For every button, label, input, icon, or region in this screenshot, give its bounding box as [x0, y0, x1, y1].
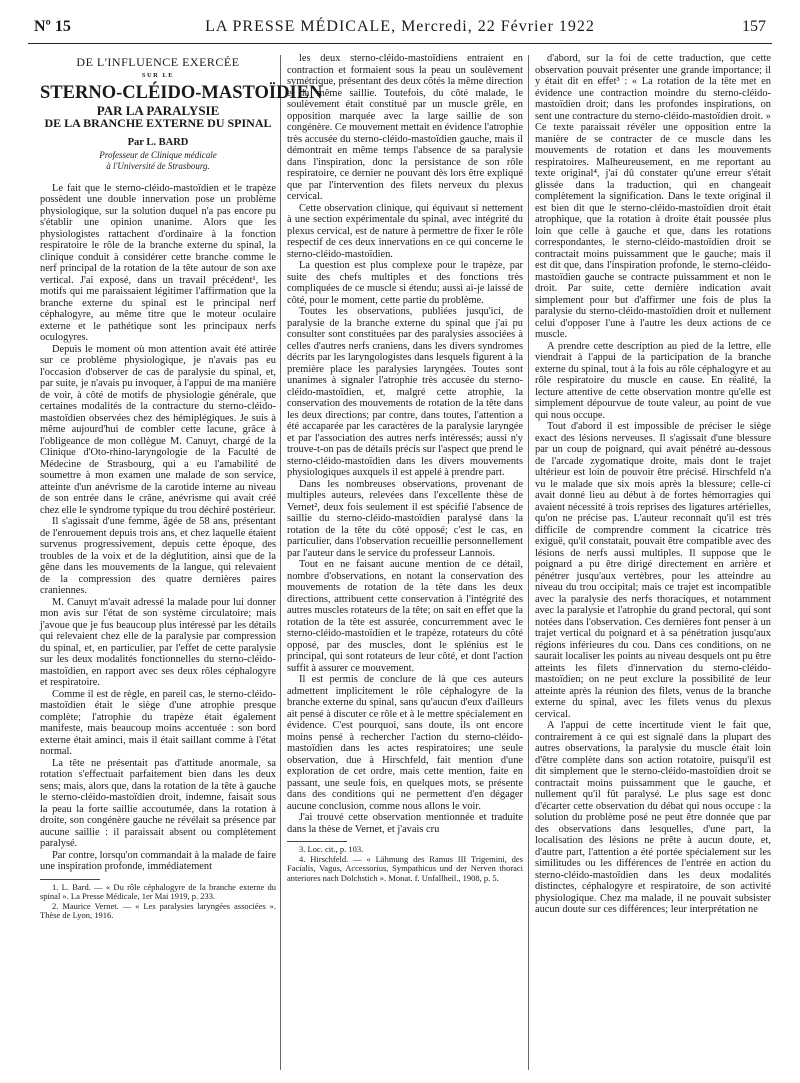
- paragraph: Il s'agissait d'une femme, âgée de 58 ans, présentant de l'enrouement depuis trois ans, et chez laquelle étaient survenus progressivement, depuis cette époque, des troubles de la voix et de la déglutition, ainsi que de la gêne dans les mouvements de la langue, qui relevaient de la compression des quatre dernières paires craniennes.: [40, 516, 276, 596]
- paragraph: Depuis le moment où mon attention avait été attirée sur ce problème physiologique, je n'avais pas eu l'occasion d'observer de cas de paralysie du spinal, et, par suite, je n'avais pu invoquer, à l'appui de ma manière de voir, à côté de motifs de physiologie générale, que certaines modalités de la contracture du sterno-cléido-mastoïdien observées chez des hémiplégiques. Je suis à même aujourd'hui de combler cette lacune, grâce à l'obligeance de mon collègue M. Canuyt, chargé de la Clinique d'Oto-rhino-laryngologie de la Faculté de Médecine de Strasbourg, qui a eu l'amabilité de soumettre à mon examen une malade de son service, atteinte d'un anévrisme de la carotide interne au niveau de son entrée dans le crâne, anévrisme qui avait créé chez elle le syndrome typique du trou déchiré postérieur.: [40, 343, 276, 516]
- paragraph: Toutes les observations, publiées jusqu'ici, de paralysie de la branche externe du spinal que j'ai pu consulter sont constituées par des paralysies associées à celles d'autres nerfs craniens, dans les divers syndromes décrits par les laryngologistes dans lesquels figurent à la première place les paralysies laryngées. Toutes sont unanimes à signaler l'atrophie très accusée du sterno-cléido-mastoïdien, et, malgré cette atrophie, la conservation des mouvements de rotation de la tête dans les deux directions; par contre, dans toutes, l'attention a été accaparée par les caractères de la paralysie laryngée et par l'association des autres nerfs intéressés; aussi n'y trouve-t-on pas de détails précis sur l'aspect que prend le sterno-cléido-mastoïdien dans les divers mouvements physiologiques auxquels il est appelé à prendre part.: [287, 306, 523, 478]
- column-1: [40, 53, 323, 1083]
- footnote: 1. L. Bard. — « Du rôle céphalogyre de la branche externe du spinal ». La Presse Médicale, 1er Mai 1919, p. 233.: [40, 881, 276, 901]
- article-kicker: DE L'INFLUENCE EXERCÉE: [76, 55, 240, 69]
- article-author: Par L. BARD: [127, 137, 189, 148]
- page-header: [28, 14, 772, 40]
- paragraph: d'abord, sur la foi de cette traduction, que cette observation pouvait présenter une grande importance; il y était dit en effet³ : « La rotation de la tête met en évidence une contraction moindre du sterno-cléido-mastoïdien droit; dans les profondes inspirations, on sent une contracture du sterno-cléido-mastoïdien droit. » Ce texte paraissait révéler une opposition entre la manière de se contracter de ce muscle dans les mouvements de rotation et dans les mouvements respiratoires. Malheureusement, en me reportant au texte original⁴, j'ai dû constater qu'une erreur s'était glissée dans la traduction, qui en changeait complètement la signification. Dans le texte original il est bien dit que le sterno-cléido-mastoïdien droit était atrophique, que la rotation à droite était poussée plus loin que celle à gauche et que, dans les rotations correspondantes, le sterno-cléido-mastoïdien droit se contractait moins puissamment que le gauche; mais il est dit que, dans l'inspiration profonde, le sterno-cléido-mastoïdien gauche se contracte puissamment et non le droit. Par suite, cette dernière indication avait simplement pour but d'affirmer une fois de plus la paralysie du sterno-cléido-mastoïdien droit et nullement celui d'opposer l'une à l'autre les deux actions de ce muscle.: [535, 53, 771, 340]
- footnote-rule: [40, 879, 100, 880]
- author-affiliation-1: Professeur de Clinique médicale: [99, 149, 217, 160]
- page-number: 157: [742, 18, 766, 35]
- journal-title: LA PRESSE MÉDICALE, Mercredi, 22 Février 1922: [205, 18, 595, 35]
- footnote: 4. Hirschfeld. — « Lähmung des Ramus III Trigemini, des Facialis, Vagus, Accessorius, Sympathicus und der Nerven thoraci anteriores nach Dolchstich ». Monat. f. Unfallheil., 1908, p. 5.: [287, 853, 523, 883]
- column-3-body: [535, 53, 771, 916]
- column-2: [287, 53, 523, 1083]
- column-1-footnotes: [40, 883, 276, 921]
- issue-number: Nº 15: [34, 18, 71, 35]
- article-title-block: [40, 55, 323, 171]
- footnote-rule: [287, 841, 347, 842]
- footnote: 3. Loc. cit., p. 103.: [299, 844, 364, 854]
- column-3: [535, 53, 771, 1083]
- paragraph: Tout en ne faisant aucune mention de ce détail, nombre d'observations, en notant la conservation des mouvements de rotation de la tête dans les deux directions, attribuent cette conservation à l'intégrité des autres muscles rotateurs de la tête; on sait en effet que la rotation de la tête est assurée, concurremment avec le sterno-cléido-mastoïdien et le trapèze, rotateurs du côté opposé, par des muscles, dont le splénius est le principal, qui sont rotateurs de leur côté, et dont l'action suffit à assurer ce mouvement.: [287, 559, 523, 674]
- paragraph: Tout d'abord il est impossible de préciser le siège exact des lésions nerveuses. Il s'agissait d'une blessure par un coup de poignard, qui avait pénétré au-dessous de l'arcade zygomatique droite, mais dont le trajet ultérieur est loin de pouvoir être précisé. Hirschfeld n'a vu le malade que six mois après la blessure; celle-ci avait donné lieu au début à de fortes hémorragies qui avaient nécessité à trois reprises des ligatures artérielles, qu'on ne précise pas. L'auteur reconnaît qu'il est très difficile de comprendre comment la cicatrice très exiguë, qu'il constatait, pouvait être compatible avec des lésions de nerfs aussi multiples. Il suppose que le poignard a pu être dirigé directement en arrière et pénétrer jusqu'aux vertèbres, pour les atteindre au niveau du trou occipital; mais ce trajet est incompatible avec la paralysie des nerfs thoraciques, et notamment avec la paralysie et l'atrophie du grand pectoral, qui sont notées dans l'observation. Ces dernières font penser à un trajet vertical du poignard et à sa pénétration jusqu'aux régions inférieures du cou. Dans ces conditions, on ne saurait localiser les points au niveau desquels ont pu être atteints les filets d'innervation du sterno-cléido-mastoïdien; on ne peut exclure la possibilité de leur atteinte après la réunion des filets, venus de la branche externe du spinal, avec les filets venus du plexus cervical.: [535, 421, 771, 720]
- column-2-body: [287, 53, 523, 835]
- paragraph: Cette observation clinique, qui équivaut si nettement à une section expérimentale du spinal, avec intégrité du plexus cervical, est de nature à permettre de fixer le rôle respectif de ces deux innervations en ce qui concerne le sterno-cléido-mastoïdien.: [287, 202, 523, 260]
- paragraph: Comme il est de règle, en pareil cas, le sterno-cléido-mastoïdien était le siège d'une atrophie presque complète; l'atrophie du trapèze était également manifeste, mais beaucoup moins accentuée : son bord externe était aminci, mais il était saillant comme à l'état normal.: [40, 688, 276, 757]
- author-affiliation-2: à l'Université de Strasbourg.: [106, 160, 210, 171]
- article-sur-le: SUR LE: [141, 71, 175, 79]
- paragraph: Il est permis de conclure de là que ces auteurs admettent implicitement le rôle céphalogyre de la branche externe du spinal, sans qu'aucun d'eux d'ailleurs ait pensé à discuter ce rôle et à le mettre spécialement en évidence. C'est pourquoi, sans doute, ils ont encore moins pensé à rechercher l'action du sterno-cléido-mastoïdien dans les actes respiratoires; une seule observation, due à Hirschfeld, fait mention d'une exploration de cet ordre, mais cette mention, faite en passant, une seule fois, en quelques mots, se présente dans des conditions qui ne permettent d'en dégager aucune conclusion, comme nous allons le voir.: [287, 674, 523, 812]
- column-divider: [528, 55, 529, 1070]
- article-subtitle-2: DE LA BRANCHE EXTERNE DU SPINAL: [44, 115, 272, 130]
- header-rule: [28, 43, 772, 44]
- column-2-footnotes: [287, 845, 523, 883]
- article-main-title: STERNO-CLÉIDO-MASTOÏDIEN: [40, 83, 323, 103]
- footnote: 2. Maurice Vernet. — « Les paralysies laryngées associées ». Thèse de Lyon, 1916.: [40, 900, 276, 920]
- paragraph: les deux sterno-cléido-mastoïdiens entraient en contraction et formaient sous la peau un soulèvement symétrique, présentant des deux côtés la même direction et la même saillie. Toutefois, du côté malade, le soulèvement était constitué par un muscle grêle, en opposition marquée avec la large saillie de son congénère. Ce mouvement mettait en évidence l'atrophie très accusée du sterno-cléido-mastoïdien gauche, mais il démontrait en même temps l'absence de sa paralysie dans l'inspiration, donc la persistance de son rôle respiratoire, ce dernier ne pouvant dès lors être expliqué que par l'intervention des filets nerveux du plexus cervical.: [287, 53, 523, 202]
- column-1-body: [40, 183, 276, 873]
- paragraph: A prendre cette description au pied de la lettre, elle viendrait à l'appui de la participation de la branche externe du spinal, tout à la fois au rôle céphalogyre et au rôle respiratoire du muscle en cause. En réalité, la lecture attentive de cette observation montre qu'elle est simplement dépourvue de toute valeur, au point de vue qui nous occupe.: [535, 340, 771, 421]
- paragraph: J'ai trouvé cette observation mentionnée et traduite dans la thèse de Vernet, et j'avais cru: [287, 812, 523, 835]
- paragraph: La question est plus complexe pour le trapèze, par suite des chefs multiples et des fonctions très compliquées de ce muscle si étendu; aussi ai-je laissé de côté, pour le moment, cette partie du problème.: [287, 260, 523, 306]
- article-subtitle-1: PAR LA PARALYSIE: [96, 103, 220, 118]
- paragraph: La tête ne présentait pas d'attitude anormale, sa rotation s'effectuait parfaitement bien dans les deux sens; mais, alors que, dans la rotation de la tête à gauche le sterno-cléido-mastoïdien droit, indemne, faisait sous la peau la forte saillie accoutumée, dans la rotation à droite, son congénère gauche ne révélait sa présence par aucune saillie : il paraissait absent ou complètement paralysé.: [40, 757, 276, 849]
- paragraph: Dans les nombreuses observations, provenant de multiples auteurs, relevées dans l'excellente thèse de Vernet², deux fois seulement il est spécifié l'absence de saillie du sterno-cléido-mastoïdien paralysé dans la rotation de la tête du côté opposé; c'est le cas, en particulier, dans l'observation recueillie personnellement par l'auteur dans le service du professeur Lannois.: [287, 478, 523, 559]
- column-divider: [280, 55, 281, 1070]
- paragraph: Le fait que le sterno-cléido-mastoïdien et le trapèze possèdent une double innervation pose un problème physiologique, sur la solution duquel n'a pas encore pu s'établir une opinion unanime. Alors que les physiologistes rattachent d'ordinaire à la fonction respiratoire le rôle de la branche externe du spinal, la clinique conduit à considérer cette branche comme le nerf principal de la rotation de la tête autour de son axe vertical. J'ai exposé, dans un travail précédent¹, les motifs qui me paraissaient légitimer l'affirmation que la branche externe du spinal est le principal nerf céphalogyre, au même titre que le moteur oculaire externe et le pathétique sont les principaux nerfs oculogyres.: [40, 182, 276, 343]
- paragraph: A l'appui de cette incertitude vient le fait que, contrairement à ce qui est signalé dans la plupart des autres observations, la paralysie du muscle était loin d'être complète dans son action rotatoire, puisqu'il est dit simplement que le sterno-cléido-mastoïdien droit se contractait moins puissamment que le gauche, et nullement qu'il fût paralysé. Le plus sage est donc d'écarter cette observation du débat qui nous occupe : la solution du problème posé ne peut être donnée que par des observations dans lesquelles, d'une part, la localisation des lésions ne prête à aucun doute, et, d'autre part, l'attention a été portée spécialement sur les similitudes ou les différences de l'entrée en action du sterno-cléido-mastoïdien dans les deux modalités distinctes, céphalogyre et respiratoire, de son activité physiologique. Chez ma malade, il ne pouvait subsister aucun doute sur ces différences; leur interprétation ne: [535, 720, 771, 915]
- paragraph: M. Canuyt m'avait adressé la malade pour lui donner mon avis sur l'état de son système circulatoire; mais j'avoue que je fus beaucoup plus intéressé par les détails qui relevaient chez elle de la paralysie par compression du spinal, et, en particulier, par l'effet de cette paralysie sur les deux modalités fonctionnelles du sterno-cléido-mastoïdien, en rapport avec ses deux rôles céphalogyre et respiratoire.: [40, 596, 276, 688]
- paragraph: Par contre, lorsqu'on commandait à la malade de faire une inspiration profonde, immédiatement: [40, 849, 276, 872]
